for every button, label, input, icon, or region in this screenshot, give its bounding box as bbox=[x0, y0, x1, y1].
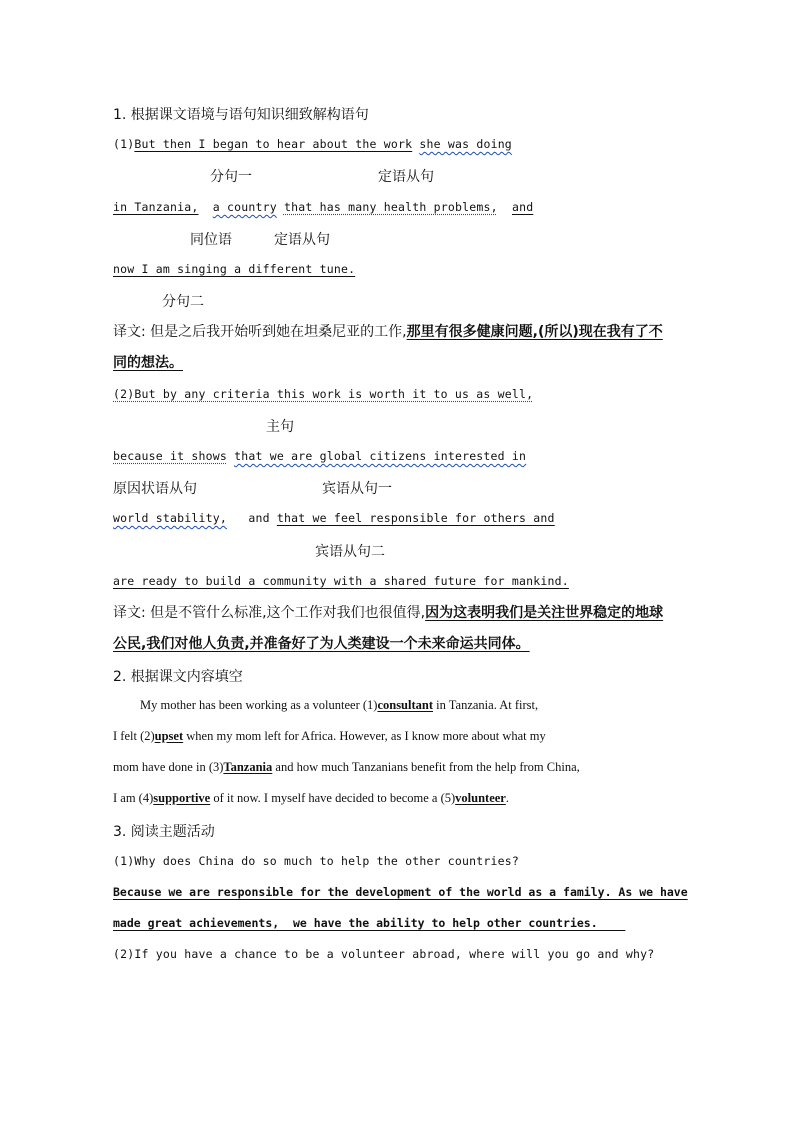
section3-heading: 3. 阅读主题活动 bbox=[113, 824, 215, 840]
attributive-clause-2-text: that has many health problems, bbox=[283, 200, 498, 214]
question-1: (1)Why does China do so much to help the other countries? bbox=[113, 854, 520, 868]
section1-heading: 1. 根据课文语境与语句知识细致解构语句 bbox=[113, 107, 369, 123]
answer-3: Tanzania bbox=[223, 760, 273, 774]
label-attributive-clause-2: 定语从句 bbox=[274, 232, 330, 248]
sentence2-line3: world stability, and that we feel responsible for others and bbox=[113, 511, 555, 525]
sentence2-line1: (2)But by any criteria this work is worth it to us as well, bbox=[113, 387, 534, 401]
label-object-clause-one: 宾语从句一 bbox=[322, 481, 392, 497]
label-main-clause: 主句 bbox=[266, 419, 294, 435]
answer-1: consultant bbox=[377, 698, 434, 712]
label-object-clause-two: 宾语从句二 bbox=[315, 544, 385, 560]
label-attributive-clause: 定语从句 bbox=[378, 169, 434, 185]
section2-heading: 2. 根据课文内容填空 bbox=[113, 669, 243, 685]
answer-2: upset bbox=[154, 729, 184, 743]
translation2-line1: 译文: 但是不管什么标准,这个工作对我们也很值得,因为这表明我们是关注世界稳定的地球 bbox=[113, 605, 664, 621]
sentence2-line4: are ready to build a community with a shared future for mankind. bbox=[113, 574, 569, 588]
sentence1-line3: now I am singing a different tune. bbox=[113, 262, 356, 276]
translation1-line2: 同的想法。 bbox=[113, 355, 183, 371]
label-reason-clause: 原因状语从句 bbox=[113, 481, 197, 497]
attributive-clause-text: she was doing bbox=[419, 137, 512, 151]
sentence1-line1: (1)But then I began to hear about the work she was doing bbox=[113, 137, 512, 151]
label-clause-one: 分句一 bbox=[210, 169, 252, 185]
fill-paragraph-line4: I am (4)supportive of it now. I myself have decided to become a (5)volunteer. bbox=[113, 791, 509, 805]
sentence2-line2: because it shows that we are global citizens interested in bbox=[113, 449, 527, 463]
translation1-line1: 译文: 但是之后我开始听到她在坦桑尼亚的工作,那里有很多健康问题,(所以)现在我有了不 bbox=[113, 324, 663, 340]
answer-q1-line2: made great achievements, we have the ability to help other countries. bbox=[113, 916, 626, 930]
question-2: (2)If you have a chance to be a volunteer abroad, where will you go and why? bbox=[113, 947, 655, 961]
label-appositive: 同位语 bbox=[190, 232, 232, 248]
clause-one-text: But then I began to hear about the work bbox=[134, 137, 413, 151]
appositive-text: a country bbox=[212, 200, 277, 214]
fill-paragraph-line1: My mother has been working as a volunteer (1)consultant in Tanzania. At first, bbox=[140, 698, 539, 712]
answer-q1-line1: Because we are responsible for the development of the world as a family. As we have bbox=[113, 885, 688, 899]
translation2-line2: 公民,我们对他人负责,并准备好了为人类建设一个未来命运共同体。 bbox=[113, 636, 530, 652]
sentence1-line2: in Tanzania, a country that has many health problems, and bbox=[113, 200, 534, 214]
label-clause-two: 分句二 bbox=[162, 294, 204, 310]
answer-4: supportive bbox=[153, 791, 211, 805]
fill-paragraph-line2: I felt (2)upset when my mom left for Africa. However, as I know more about what my bbox=[113, 729, 546, 743]
answer-5: volunteer bbox=[455, 791, 506, 805]
fill-paragraph-line3: mom have done in (3)Tanzania and how much Tanzanians benefit from the help from China, bbox=[113, 760, 580, 774]
